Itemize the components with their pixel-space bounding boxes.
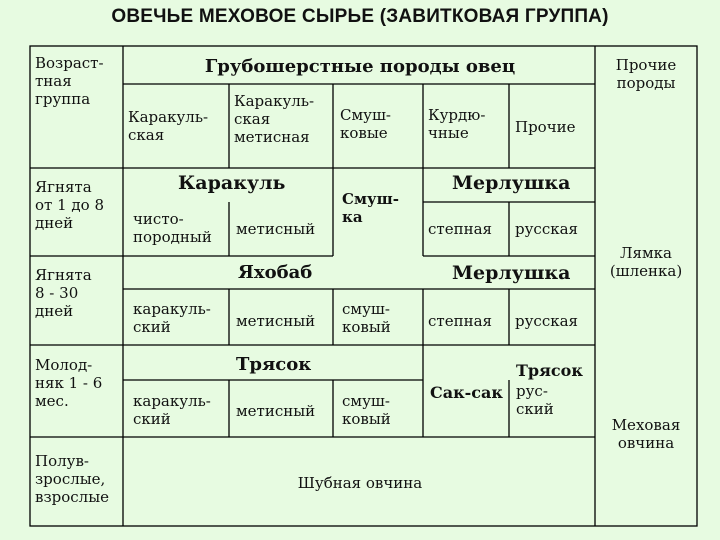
header-karakul: Каракуль- ская: [128, 108, 209, 144]
cell-mixed-2: метисный: [236, 312, 316, 330]
cell-karakul-adj-1: каракуль- ский: [133, 300, 211, 336]
cell-karakul-adj-2: каракуль- ский: [133, 392, 211, 428]
cell-mixed-1: метисный: [236, 220, 316, 238]
row-label-1: Ягнята от 1 до 8 дней: [35, 178, 104, 232]
cell-russian-1: русская: [515, 220, 579, 238]
header-coarse-breeds: Грубошерстные породы овец: [204, 56, 516, 77]
header-kurdyuch: Курдю- чные: [428, 106, 486, 142]
cell-sak-sak: Сак-сак: [430, 383, 503, 402]
header-other-breeds: Прочие породы: [615, 56, 677, 92]
cell-lyamka: Лямка (шленка): [609, 244, 683, 280]
cell-coat-sheepskin: Шубная овчина: [297, 474, 423, 492]
cell-mixed-3: метисный: [236, 402, 316, 420]
cell-steppe-2: степная: [428, 312, 492, 330]
cell-smush-adj-1: смуш- ковый: [342, 300, 391, 336]
cell-tryasok-1: Трясок: [236, 354, 312, 375]
header-karakul-mixed: Каракуль- ская метисная: [234, 92, 315, 146]
cell-russian-2: русская: [515, 312, 579, 330]
cell-merlushka-2: Мерлушка: [452, 262, 571, 284]
page-title: ОВЕЧЬЕ МЕХОВОЕ СЫРЬЕ (ЗАВИТКОВАЯ ГРУППА): [111, 6, 609, 27]
cell-steppe-1: степная: [428, 220, 492, 238]
cell-tryasok-2: Трясок: [516, 361, 583, 380]
cell-fur-sheepskin: Меховая овчина: [611, 416, 681, 452]
cell-purebred: чисто- породный: [133, 210, 212, 246]
row-label-3: Молод- няк 1 - 6 мес.: [35, 356, 103, 410]
header-mixed: Смуш- ковые: [340, 106, 391, 142]
cell-russian-adj: рус- ский: [516, 382, 554, 418]
header-age-group: Возраст- тная группа: [35, 54, 104, 108]
row-label-2: Ягнята 8 - 30 дней: [35, 266, 92, 320]
cell-yakhobab: Яхобаб: [238, 262, 313, 283]
header-other: Прочие: [515, 118, 576, 136]
cell-karakul: Каракуль: [178, 172, 286, 194]
cell-merlushka-1: Мерлушка: [452, 172, 571, 194]
cell-smush-adj-2: смуш- ковый: [342, 392, 391, 428]
row-label-4: Полув- зрослые, взрослые: [35, 452, 110, 506]
cell-smushka: Смуш- ка: [342, 190, 399, 226]
